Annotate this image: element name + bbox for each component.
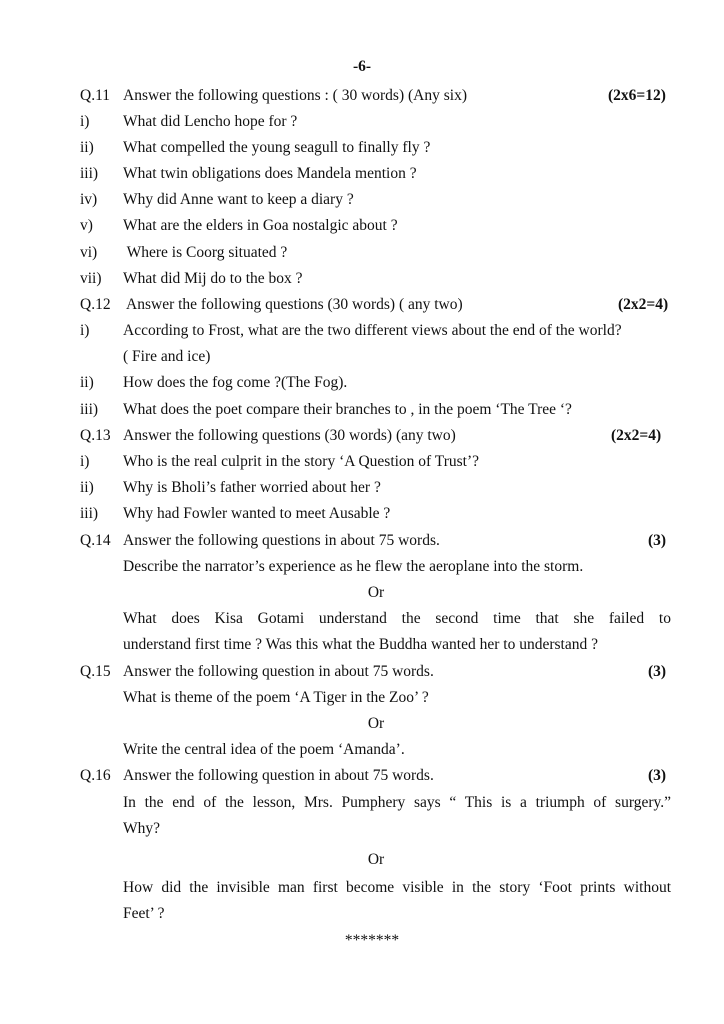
or-separator: Or [367, 584, 385, 601]
page-number: -6- [352, 58, 372, 75]
item-text: Where is Coorg situated ? [123, 244, 288, 261]
q13-item [0, 475, 724, 501]
q13-marks: (2x2=4) [611, 427, 662, 444]
q11-item [0, 240, 724, 266]
q13-instruction: Answer the following questions (30 words) (any two) [123, 427, 456, 444]
q12-item [0, 370, 724, 396]
item-number: i) [80, 322, 90, 339]
item-number: ii) [80, 479, 94, 496]
q14-number: Q.14 [80, 532, 111, 549]
item-text: What compelled the young seagull to finally fly ? [123, 139, 431, 156]
q11-item [0, 187, 724, 213]
q11-number: Q.11 [80, 87, 110, 104]
item-text: Who is the real culprit in the story ‘A Question of Trust’? [123, 453, 480, 470]
q11-marks: (2x6=12) [608, 87, 666, 104]
option-text: Feet’ ? [123, 905, 165, 922]
q14-instruction: Answer the following questions in about 75 words. [123, 532, 440, 549]
q15-marks: (3) [648, 663, 667, 680]
q13-header [0, 423, 724, 449]
q15-option-a [0, 685, 724, 711]
q15-option-b [0, 737, 724, 763]
q14-or [0, 580, 724, 606]
q11-item [0, 161, 724, 187]
q15-instruction: Answer the following question in about 75 words. [123, 663, 434, 680]
q12-number: Q.12 [80, 296, 111, 313]
q12-item [0, 397, 724, 423]
option-text: Write the central idea of the poem ‘Amanda’. [123, 741, 405, 758]
q16-header [0, 763, 724, 789]
item-text: According to Frost, what are the two different views about the end of the world? [123, 322, 622, 339]
item-number: iii) [80, 165, 99, 182]
option-text: What is theme of the poem ‘A Tiger in the Zoo’ ? [123, 689, 429, 706]
end-mark-line [0, 928, 724, 954]
q13-item [0, 449, 724, 475]
option-text: Describe the narrator’s experience as he flew the aeroplane into the storm. [123, 558, 584, 575]
item-number: ii) [80, 374, 94, 391]
q11-item [0, 135, 724, 161]
q16-option-a-line2 [0, 816, 724, 842]
q11-instruction: Answer the following questions : ( 30 words) (Any six) [123, 87, 467, 104]
q16-option-b-line1 [0, 875, 724, 901]
or-separator: Or [367, 715, 385, 732]
option-text: Why? [123, 820, 161, 837]
q12-marks: (2x2=4) [618, 296, 669, 313]
q16-option-a-line1 [0, 790, 724, 816]
item-text: How does the fog come ?(The Fog). [123, 374, 348, 391]
item-number: vi) [80, 244, 98, 261]
q15-number: Q.15 [80, 663, 111, 680]
q16-option-b-line2 [0, 901, 724, 927]
q14-option-b-line2 [0, 632, 724, 658]
item-number: iii) [80, 505, 99, 522]
q14-marks: (3) [648, 532, 667, 549]
item-text: Why did Anne want to keep a diary ? [123, 191, 354, 208]
or-separator: Or [367, 851, 385, 868]
q16-or [0, 847, 724, 873]
q12-item-continuation [0, 344, 724, 370]
item-text: Why is Bholi’s father worried about her ? [123, 479, 381, 496]
q15-or [0, 711, 724, 737]
option-text: How did the invisible man first become visible in the story ‘Foot prints without [123, 879, 671, 896]
q14-header [0, 528, 724, 554]
option-text: In the end of the lesson, Mrs. Pumphery says “ This is a triumph of surgery.” [123, 794, 671, 811]
q16-instruction: Answer the following question in about 75 words. [123, 767, 434, 784]
q12-instruction: Answer the following questions (30 words) ( any two) [123, 296, 463, 313]
q13-item [0, 501, 724, 527]
q11-item [0, 109, 724, 135]
item-number: ii) [80, 139, 94, 156]
item-text: What twin obligations does Mandela mention ? [123, 165, 417, 182]
q16-marks: (3) [648, 767, 667, 784]
q13-number: Q.13 [80, 427, 111, 444]
item-text: What did Lencho hope for ? [123, 113, 298, 130]
q14-option-b-line1 [0, 606, 724, 632]
item-text: What are the elders in Goa nostalgic about ? [123, 217, 398, 234]
q11-item [0, 213, 724, 239]
q16-number: Q.16 [80, 767, 111, 784]
item-number: vii) [80, 270, 102, 287]
q11-item [0, 266, 724, 292]
q11-header [0, 83, 724, 109]
q15-header [0, 659, 724, 685]
item-number: iv) [80, 191, 98, 208]
q12-header [0, 292, 724, 318]
q14-option-a [0, 554, 724, 580]
item-text: What did Mij do to the box ? [123, 270, 303, 287]
q12-item [0, 318, 724, 344]
item-text: Why had Fowler wanted to meet Ausable ? [123, 505, 391, 522]
option-text: understand first time ? Was this what the Buddha wanted her to understand ? [123, 636, 598, 653]
item-number: i) [80, 453, 90, 470]
item-number: v) [80, 217, 93, 234]
option-text: What does Kisa Gotami understand the second time that she failed to [123, 610, 671, 627]
item-text-continued: ( Fire and ice) [123, 348, 211, 365]
item-text: What does the poet compare their branches to , in the poem ‘The Tree ‘? [123, 401, 572, 418]
item-number: i) [80, 113, 90, 130]
page-number-line [0, 54, 724, 80]
end-mark: ******* [344, 932, 400, 949]
item-number: iii) [80, 401, 99, 418]
